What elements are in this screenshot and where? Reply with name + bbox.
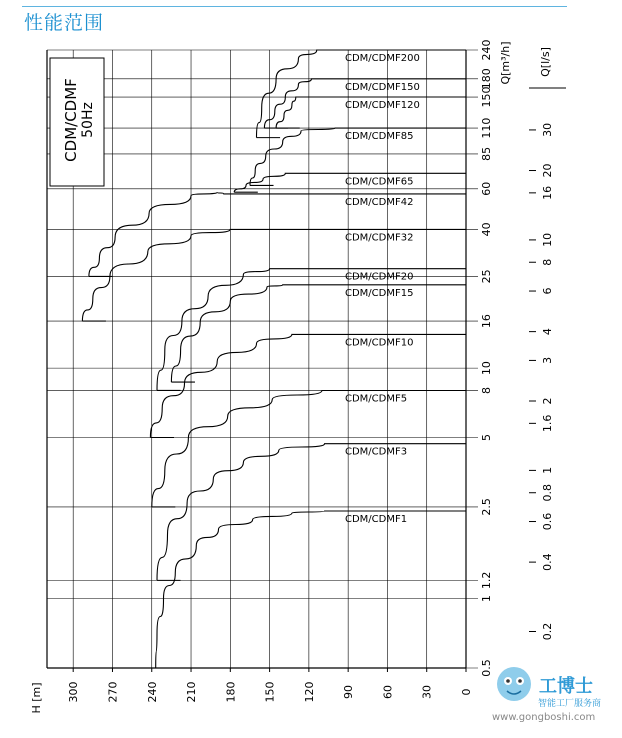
y-left-tick-label: 40	[480, 222, 493, 237]
series-label-cdm-cdmf150: CDM/CDMF150	[345, 81, 420, 93]
y-left-tick-label: 5	[480, 434, 493, 442]
y-right-tick-labels	[529, 123, 554, 640]
y-left-tick-label: 2.5	[480, 498, 493, 516]
watermark-brand: 工博士	[539, 676, 593, 697]
x-tick-label: 270	[106, 681, 120, 703]
watermark-mascot-icon	[497, 667, 531, 701]
watermark-subtitle: 智能工厂服务商	[538, 699, 602, 709]
series-label-cdm-cdmf32: CDM/CDMF32	[345, 232, 414, 244]
y-left-tick-labels	[480, 40, 493, 677]
series-label-cdm-cdmf3: CDM/CDMF3	[345, 446, 408, 458]
x-tick-label: 120	[302, 681, 316, 703]
y-right-tick-label: 1	[541, 466, 554, 474]
y-right-tick-label: 0.4	[541, 553, 554, 571]
y-right-tick-label: 8	[541, 258, 554, 266]
vertical-gridlines	[73, 50, 466, 668]
x-tick-labels	[67, 668, 473, 703]
y-right-tick-label: 20	[541, 163, 554, 178]
y-left-tick-label: 1.2	[480, 571, 493, 590]
series-label-cdm-cdmf1: CDM/CDMF1	[345, 513, 408, 525]
series-label-cdm-cdmf5: CDM/CDMF5	[345, 393, 408, 405]
y-left-tick-label: 85	[480, 146, 493, 161]
y-left-tick-label: 0.5	[480, 659, 493, 677]
y-right-tick-label: 4	[541, 328, 554, 336]
x-axis-label: H [m]	[30, 682, 43, 714]
horizontal-gridlines	[47, 50, 478, 668]
curves	[82, 50, 466, 668]
y-right-tick-label: 10	[541, 232, 554, 247]
x-tick-label: 180	[224, 681, 238, 703]
series-label-cdm-cdmf65: CDM/CDMF65	[345, 176, 414, 188]
y-axis-left-label: Q[m³/h]	[499, 41, 512, 85]
y-axis-right-label: Q[l/s]	[539, 47, 552, 77]
watermark-url: www.gongboshi.com	[492, 712, 596, 723]
y-left-tick-label: 16	[480, 314, 493, 329]
y-left-tick-label: 150	[480, 86, 493, 108]
y-left-tick-label: 25	[480, 269, 493, 284]
y-left-tick-label: 110	[480, 117, 493, 139]
x-tick-label: 150	[263, 681, 277, 703]
y-left-tick-label: 60	[480, 181, 493, 196]
x-tick-label: 60	[381, 685, 395, 699]
y-right-tick-label: 16	[541, 185, 554, 200]
series-label-cdm-cdmf10: CDM/CDMF10	[345, 337, 414, 349]
page-title: 性能范围	[24, 12, 105, 34]
series-label-cdm-cdmf15: CDM/CDMF15	[345, 287, 414, 299]
y-right-tick-label: 0.6	[541, 512, 554, 531]
series-label-cdm-cdmf85: CDM/CDMF85	[345, 131, 414, 143]
series-label-cdm-cdmf120: CDM/CDMF120	[345, 100, 420, 112]
y-right-tick-label: 6	[541, 287, 554, 295]
curve-cdm-cdmf10	[150, 334, 466, 437]
x-tick-label: 30	[420, 685, 434, 699]
x-tick-label: 300	[67, 681, 81, 703]
y-left-tick-label: 180	[480, 68, 493, 90]
curve-cdm-cdmf1	[156, 511, 466, 668]
y-right-tick-label: 2	[541, 397, 554, 405]
y-right-tick-label: 0.8	[541, 483, 554, 502]
series-labels	[345, 53, 420, 525]
y-right-tick-label: 3	[541, 356, 554, 364]
x-tick-label: 210	[185, 681, 199, 703]
chart-title: CDM/CDMF	[62, 78, 80, 162]
series-label-cdm-cdmf42: CDM/CDMF42	[345, 196, 414, 208]
series-label-cdm-cdmf20: CDM/CDMF20	[345, 271, 414, 283]
y-right-tick-label: 30	[541, 122, 554, 137]
y-right-tick-label: 0.2	[541, 622, 554, 641]
y-left-tick-label: 1	[480, 595, 493, 603]
y-right-tick-label: 1.6	[541, 414, 554, 433]
x-tick-label: 0	[460, 688, 473, 696]
y-left-tick-label: 8	[480, 386, 493, 394]
x-tick-label: 90	[342, 685, 356, 699]
x-tick-label: 240	[145, 681, 159, 703]
y-left-tick-label: 10	[480, 361, 493, 376]
series-label-cdm-cdmf200: CDM/CDMF200	[345, 53, 420, 64]
chart-subtitle: 50Hz	[80, 102, 96, 138]
y-left-tick-label: 240	[480, 39, 493, 61]
